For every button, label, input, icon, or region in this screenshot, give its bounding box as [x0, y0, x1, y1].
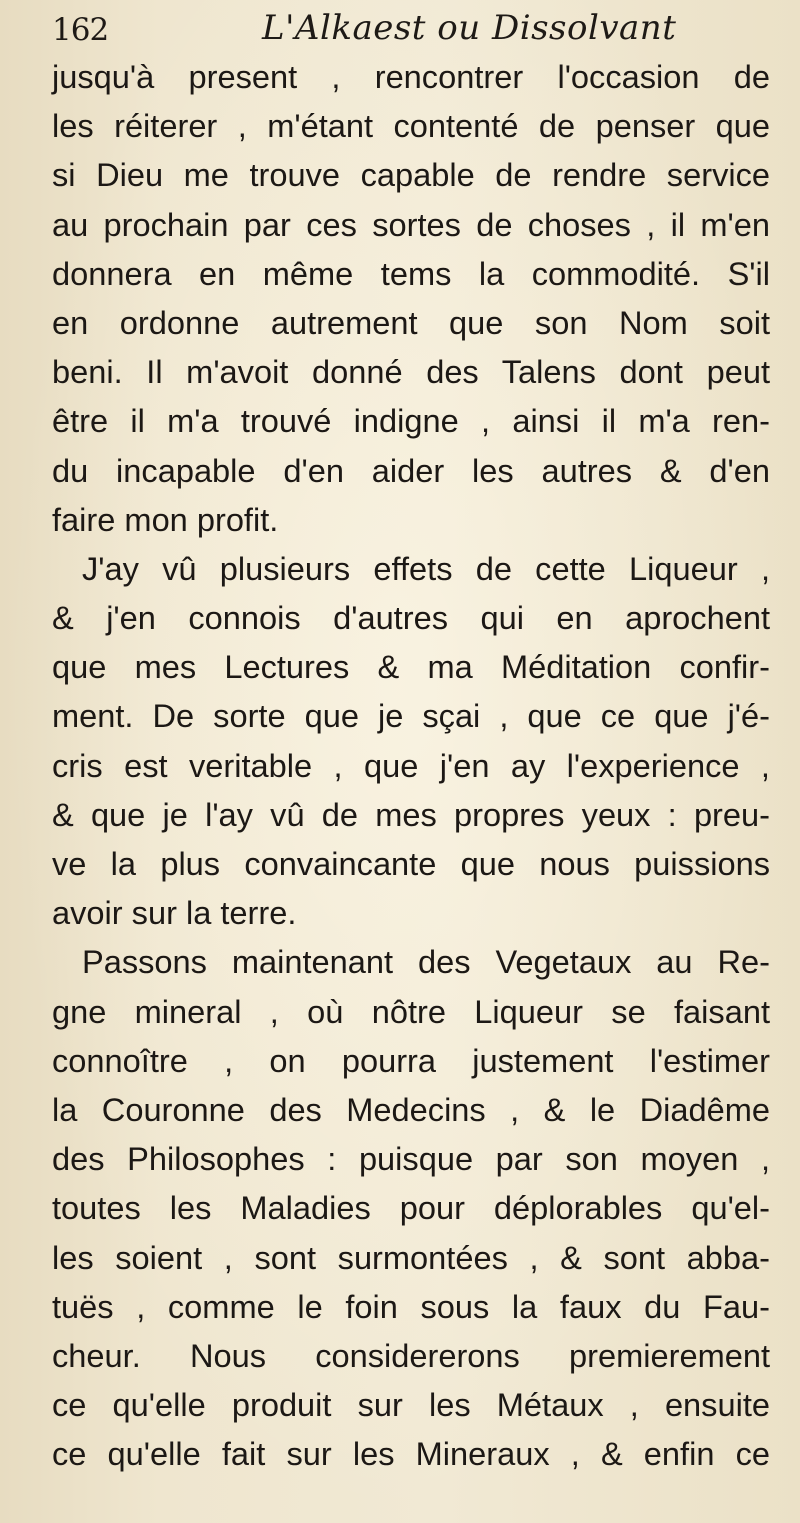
text-line: ment. De sorte que je sçai , que ce que j'é-: [52, 697, 770, 735]
text-line: jusqu'à present , rencontrer l'occasion de: [52, 58, 770, 95]
text-line: ve la plus convaincante que nous puissions: [52, 845, 770, 882]
text-line: si Dieu me trouve capable de rendre service: [52, 156, 770, 194]
text-line: tuës , comme le foin sous la faux du Fau-: [52, 1287, 770, 1325]
text-line: donnera en même tems la commodité. S'il: [52, 254, 770, 292]
text-line: des Philosophes : puisque par son moyen ,: [52, 1140, 770, 1178]
text-line: J'ay vû plusieurs effets de cette Liqueur ,: [82, 549, 770, 587]
text-line: faire mon profit.: [52, 500, 279, 538]
text-line: cheur. Nous considererons premierement: [52, 1336, 770, 1374]
text-line: Passons maintenant des Vegetaux au Re-: [82, 943, 770, 981]
text-line: les réiterer , m'étant contenté de penser que: [52, 107, 770, 145]
text-line: & j'en connois d'autres qui en aprochent: [52, 599, 770, 637]
running-title: L'Alkaest ou Dissolvant: [262, 8, 677, 48]
text-line: au prochain par ces sortes de choses , il m'en: [52, 205, 770, 243]
body-text: [52, 52, 770, 1478]
text-line: connoître , on pourra justement l'estimer: [52, 1041, 770, 1079]
page-header: [52, 8, 772, 50]
text-line: du incapable d'en aider les autres & d'en: [52, 451, 770, 489]
text-line: ce qu'elle fait sur les Mineraux , & enfin ce: [52, 1435, 770, 1473]
text-line: que mes Lectures & ma Méditation confir-: [52, 648, 770, 686]
page-number: 162: [52, 12, 109, 48]
text-line: en ordonne autrement que son Nom soit: [52, 303, 770, 341]
text-line: & que je l'ay vû de mes propres yeux : preu-: [52, 795, 770, 833]
text-line: les soient , sont surmontées , & sont abba-: [52, 1238, 770, 1276]
text-line: avoir sur la terre.: [52, 894, 297, 932]
text-line: gne mineral , où nôtre Liqueur se faisant: [52, 992, 770, 1030]
text-line: être il m'a trouvé indigne , ainsi il m'a ren-: [52, 402, 770, 440]
text-line: ce qu'elle produit sur les Métaux , ensuite: [52, 1386, 770, 1424]
text-line: beni. Il m'avoit donné des Talens dont peut: [52, 353, 770, 391]
text-line: cris est veritable , que j'en ay l'experience ,: [52, 746, 770, 784]
text-line: la Couronne des Medecins , & le Diadême: [52, 1090, 770, 1128]
text-line: toutes les Maladies pour déplorables qu'el-: [52, 1189, 770, 1227]
